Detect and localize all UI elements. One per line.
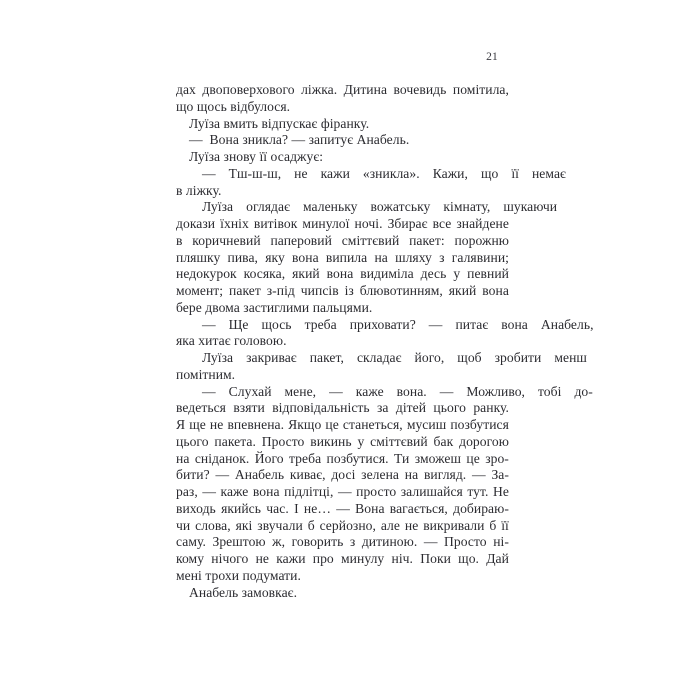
text-line: виходь якийсь час. І не… — Вона вагається, добираю- — [176, 500, 509, 516]
paragraph — [176, 82, 509, 116]
text-line: Я ще не впевнена. Якщо це станеться, мусиш позбутися — [176, 417, 509, 432]
text-line: раз, — каже вона підлітці, — просто залишайся тут. Не — [176, 484, 509, 499]
text-line: ведеться взяти відповідальність за дітей цього ранку. — [176, 400, 509, 416]
paragraph — [176, 383, 593, 585]
text-line: цього пакета. Просто викинь у сміттєвий бак дорогою — [176, 433, 509, 449]
text-line: що щось відбулося. — [176, 98, 291, 114]
page-number: 21 — [486, 51, 498, 63]
text-line: Луїза оглядає маленьку вожатську кімнату, шукаючи — [202, 199, 558, 215]
paragraph — [176, 199, 558, 316]
paragraph — [176, 350, 587, 384]
text-line: дах двоповерхового ліжка. Дитина вочевидь помітила, — [176, 82, 509, 97]
text-line: бити? — Анабель киває, досі зелена на вигляд. — За- — [176, 467, 509, 483]
paragraph — [176, 316, 594, 351]
text-line: пляшку пива, яку вона випила на шляху з галявини; — [176, 249, 509, 265]
text-line: — Тш-ш-ш, не кажи «зникла». Кажи, що її немає — [202, 165, 566, 181]
paragraph — [176, 585, 509, 602]
text-line: яка хитає головою. — [176, 333, 287, 349]
text-line: в ліжку. — [176, 182, 222, 198]
text-line: помітним. — [176, 366, 236, 382]
paragraph — [176, 165, 566, 200]
text-line: Луїза закриває пакет, складає його, щоб зробити менш — [202, 350, 587, 365]
text-line: — Ще щось треба приховати? — питає вона Анабель, — [202, 316, 594, 332]
text-line: момент; пакет з-під чипсів із блювотинням, який вона — [176, 283, 509, 298]
text-line: — Слухай мене, — каже вона. — Можливо, тобі до- — [202, 383, 593, 399]
text-line: в коричневий паперовий сміттєвий пакет: порожню — [176, 232, 509, 248]
text-line: чи слова, які звучали б серйозно, але не викривали б її — [176, 517, 509, 533]
text-line: — Вона зникла? — запитує Анабель. — [189, 132, 410, 148]
paragraph — [176, 132, 509, 149]
text-line: мені трохи подумати. — [176, 567, 301, 583]
body-text-block — [176, 82, 594, 601]
text-line: недокурок косяка, який вона видиміла десь у певний — [176, 266, 509, 282]
text-line: докази їхніх витівок минулої ночі. Збирає все знайдене — [176, 216, 509, 231]
text-line: саму. Зрештою ж, говорить з дитиною. — Просто ні- — [176, 534, 509, 550]
text-line: Анабель замовкає. — [189, 584, 298, 600]
text-line: Луїза знову її осаджує: — [189, 149, 324, 164]
paragraph — [176, 116, 509, 133]
text-line: Луїза вмить відпускає фіранку. — [189, 115, 370, 131]
text-line: кому нічого не кажи про минулу ніч. Поки що. Дай — [176, 551, 509, 566]
text-line: на сніданок. Його треба позбутися. Ти зможеш це зро- — [176, 450, 509, 466]
text-line: бере двома застиглими пальцями. — [176, 299, 373, 315]
paragraph — [176, 149, 509, 166]
